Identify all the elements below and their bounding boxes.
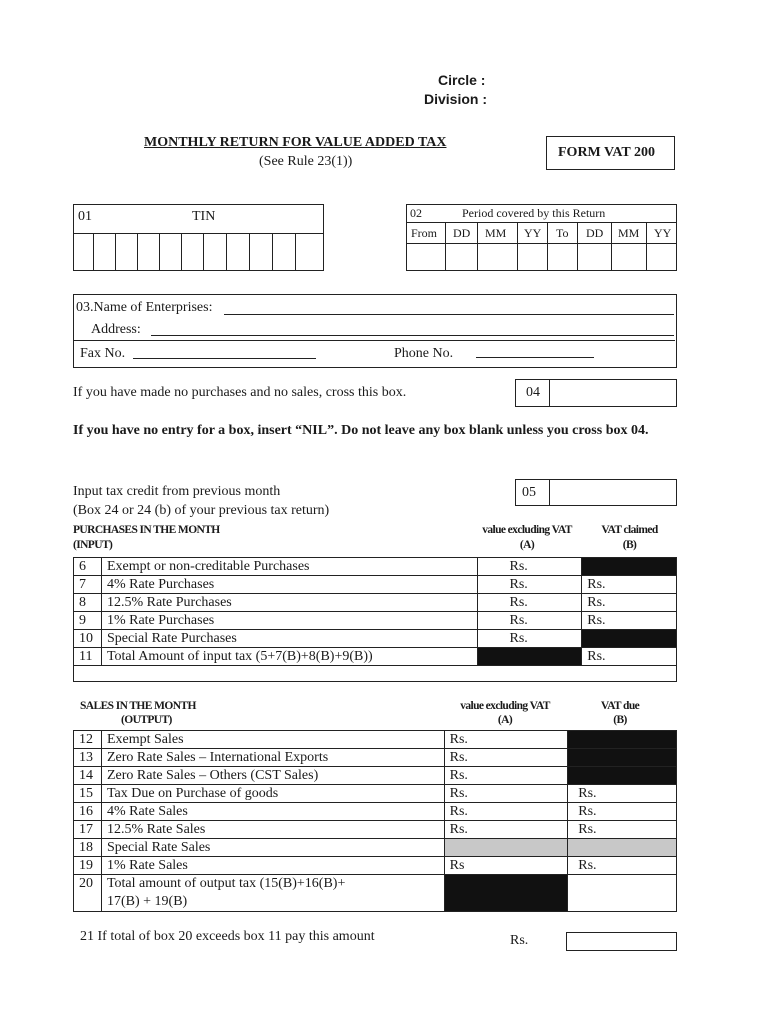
blacked-out-cell bbox=[582, 558, 677, 576]
period-box[interactable] bbox=[406, 204, 677, 271]
table-row bbox=[74, 731, 677, 749]
row-description: Zero Rate Sales – International Exports bbox=[101, 749, 444, 767]
period-from-yy: YY bbox=[524, 226, 542, 240]
row-vat-cell[interactable]: Rs. bbox=[582, 576, 677, 594]
row-description: Tax Due on Purchase of goods bbox=[101, 785, 444, 803]
address-label: Address: bbox=[91, 322, 141, 337]
blacked-out-cell bbox=[568, 731, 677, 749]
enterprise-name-field[interactable] bbox=[224, 314, 674, 315]
row-description: Total Amount of input tax (5+7(B)+8(B)+9(B)) bbox=[101, 648, 477, 666]
period-label: Period covered by this Return bbox=[462, 206, 606, 220]
greyed-out-cell bbox=[568, 839, 677, 857]
row-number: 17 bbox=[74, 821, 102, 839]
tin-label: TIN bbox=[192, 209, 216, 224]
row-number: 14 bbox=[74, 767, 102, 785]
row-value-cell[interactable]: Rs. bbox=[444, 803, 568, 821]
row-description: Zero Rate Sales – Others (CST Sales) bbox=[101, 767, 444, 785]
purchases-col-b: VAT claimed bbox=[601, 524, 658, 536]
period-to-mm: MM bbox=[618, 226, 640, 240]
row-description bbox=[101, 875, 444, 912]
period-to-yy: YY bbox=[654, 226, 672, 240]
table-row bbox=[74, 767, 677, 785]
form-number-box bbox=[546, 136, 675, 170]
payable-amount-box[interactable] bbox=[566, 932, 677, 951]
circle-label: Circle : bbox=[438, 72, 486, 88]
form-title: MONTHLY RETURN FOR VALUE ADDED TAX bbox=[144, 135, 447, 150]
row-value-cell[interactable]: Rs. bbox=[477, 630, 582, 648]
row-value-cell[interactable]: Rs. bbox=[444, 731, 568, 749]
row-description-line2: 17(B) + 19(B) bbox=[106, 894, 188, 909]
row-description: Exempt or non-creditable Purchases bbox=[101, 558, 477, 576]
row-value-cell[interactable]: Rs. bbox=[477, 576, 582, 594]
blacked-out-cell bbox=[444, 875, 568, 912]
row-number: 13 bbox=[74, 749, 102, 767]
row-description: 12.5% Rate Sales bbox=[101, 821, 444, 839]
table-row bbox=[74, 648, 677, 666]
phone-label: Phone No. bbox=[394, 346, 454, 361]
period-from: From bbox=[411, 226, 438, 240]
table-row bbox=[74, 594, 677, 612]
period-to: To bbox=[556, 226, 569, 240]
row-number: 8 bbox=[74, 594, 102, 612]
table-row bbox=[74, 839, 677, 857]
blacked-out-cell bbox=[477, 648, 582, 666]
row-description: Special Rate Purchases bbox=[101, 630, 477, 648]
box-04[interactable] bbox=[515, 379, 677, 407]
table-row bbox=[74, 666, 677, 682]
box-04-number: 04 bbox=[526, 385, 540, 400]
sales-subheading: (OUTPUT) bbox=[121, 714, 172, 726]
purchases-col-a-code: (A) bbox=[519, 539, 535, 551]
division-label: Division : bbox=[424, 91, 488, 107]
sales-col-a-code: (A) bbox=[497, 714, 513, 726]
sales-col-a: value excluding VAT bbox=[460, 700, 550, 712]
purchases-col-b-code: (B) bbox=[622, 539, 637, 551]
fax-field[interactable] bbox=[133, 358, 316, 359]
row-number: 15 bbox=[74, 785, 102, 803]
form-subtitle: (See Rule 23(1)) bbox=[259, 154, 353, 169]
blacked-out-cell bbox=[568, 767, 677, 785]
row-number: 12 bbox=[74, 731, 102, 749]
row-description: 1% Rate Purchases bbox=[101, 612, 477, 630]
row-number: 7 bbox=[74, 576, 102, 594]
period-from-dd: DD bbox=[453, 226, 471, 240]
row-description: Exempt Sales bbox=[101, 731, 444, 749]
row-vat-cell[interactable] bbox=[568, 875, 677, 912]
row-value-cell[interactable]: Rs bbox=[444, 857, 568, 875]
row-value-cell[interactable]: Rs. bbox=[477, 612, 582, 630]
row-vat-cell[interactable]: Rs. bbox=[568, 803, 677, 821]
row-vat-cell[interactable]: Rs. bbox=[582, 648, 677, 666]
row-number: 6 bbox=[74, 558, 102, 576]
row-description: 12.5% Rate Purchases bbox=[101, 594, 477, 612]
row-description: 4% Rate Sales bbox=[101, 803, 444, 821]
row-value-cell[interactable]: Rs. bbox=[444, 821, 568, 839]
purchases-subheading: (INPUT) bbox=[73, 539, 113, 551]
table-row bbox=[74, 875, 677, 912]
row-value-cell[interactable]: Rs. bbox=[444, 785, 568, 803]
row-number: 10 bbox=[74, 630, 102, 648]
row-value-cell[interactable]: Rs. bbox=[477, 558, 582, 576]
sales-col-b-code: (B) bbox=[613, 714, 627, 726]
table-row bbox=[74, 612, 677, 630]
instruction-text: If you have no entry for a box, insert “NIL”. Do not leave any box blank unless you cross box 04. bbox=[73, 423, 649, 438]
input-credit-line2: (Box 24 or 24 (b) of your previous tax return) bbox=[73, 503, 330, 518]
row-number: 19 bbox=[74, 857, 102, 875]
address-field[interactable] bbox=[151, 335, 674, 336]
blacked-out-cell bbox=[568, 749, 677, 767]
tin-number: 01 bbox=[78, 209, 92, 224]
row-description: 1% Rate Sales bbox=[101, 857, 444, 875]
sales-col-b: VAT due bbox=[600, 700, 640, 712]
box-05-number: 05 bbox=[522, 485, 536, 500]
table-row bbox=[74, 803, 677, 821]
table-row bbox=[74, 821, 677, 839]
row-number: 16 bbox=[74, 803, 102, 821]
row-vat-cell[interactable]: Rs. bbox=[568, 857, 677, 875]
row-number: 9 bbox=[74, 612, 102, 630]
table-row bbox=[74, 630, 677, 648]
greyed-out-cell bbox=[444, 839, 568, 857]
row-number: 11 bbox=[74, 648, 102, 666]
purchases-heading: PURCHASES IN THE MONTH bbox=[73, 524, 220, 536]
payable-rs: Rs. bbox=[510, 933, 529, 948]
row-number: 18 bbox=[74, 839, 102, 857]
enterprise-name-label: 03.Name of Enterprises: bbox=[76, 300, 213, 315]
row-description: 4% Rate Purchases bbox=[101, 576, 477, 594]
row-value-cell[interactable]: Rs. bbox=[444, 767, 568, 785]
purchases-table bbox=[73, 557, 677, 682]
table-row bbox=[74, 749, 677, 767]
table-row bbox=[74, 558, 677, 576]
row-description-line1: Total amount of output tax (15(B)+16(B)+ bbox=[106, 876, 346, 891]
period-number: 02 bbox=[410, 206, 422, 220]
period-to-dd: DD bbox=[586, 226, 604, 240]
row-vat-cell[interactable]: Rs. bbox=[568, 785, 677, 803]
input-credit-line1: Input tax credit from previous month bbox=[73, 484, 281, 499]
blank-row bbox=[74, 666, 677, 682]
row-vat-cell[interactable]: Rs. bbox=[582, 612, 677, 630]
phone-field[interactable] bbox=[476, 357, 594, 358]
row-vat-cell[interactable]: Rs. bbox=[582, 594, 677, 612]
row-value-cell[interactable]: Rs. bbox=[444, 749, 568, 767]
form-number-label: FORM VAT 200 bbox=[558, 145, 655, 160]
tin-box[interactable] bbox=[73, 204, 324, 271]
no-activity-text: If you have made no purchases and no sales, cross this box. bbox=[73, 385, 407, 400]
row-description: Special Rate Sales bbox=[101, 839, 444, 857]
table-row bbox=[74, 785, 677, 803]
blacked-out-cell bbox=[582, 630, 677, 648]
row-number: 20 bbox=[74, 875, 102, 912]
fax-label: Fax No. bbox=[80, 346, 126, 361]
box-05[interactable] bbox=[515, 479, 677, 506]
enterprise-box bbox=[73, 294, 677, 368]
row-value-cell[interactable]: Rs. bbox=[477, 594, 582, 612]
sales-heading: SALES IN THE MONTH bbox=[80, 700, 196, 712]
period-from-mm: MM bbox=[485, 226, 507, 240]
payable-text: 21 If total of box 20 exceeds box 11 pay this amount bbox=[80, 929, 375, 944]
sales-table bbox=[73, 730, 677, 912]
purchases-col-a: value excluding VAT bbox=[482, 524, 572, 536]
table-row bbox=[74, 857, 677, 875]
table-row bbox=[74, 576, 677, 594]
row-vat-cell[interactable]: Rs. bbox=[568, 821, 677, 839]
